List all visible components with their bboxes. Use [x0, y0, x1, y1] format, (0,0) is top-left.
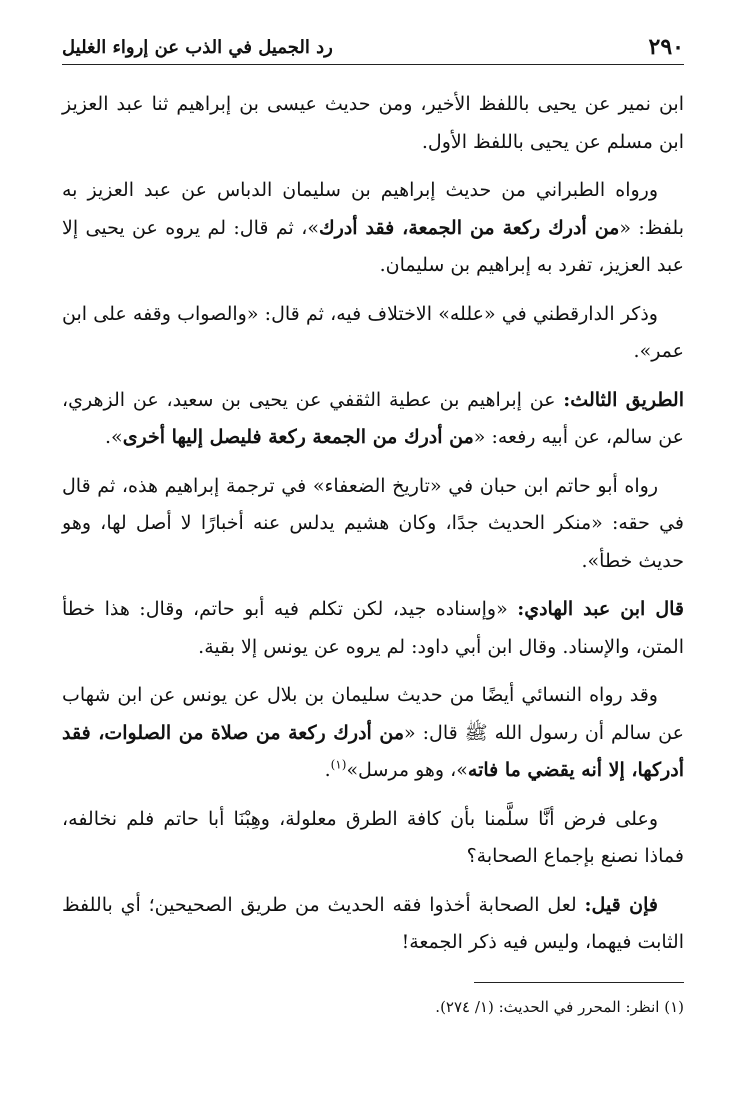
footnote-text: انظر: المحرر في الحديث: (١/ ٢٧٤). [435, 998, 660, 1016]
paragraph-9 [62, 887, 684, 962]
paragraph-2-text-c: »، ثم قال: لم يروه عن يحيى إلا عبد العزيز، تفرد به إبراهيم بن سليمان. [62, 216, 684, 276]
paragraph-4 [62, 382, 684, 457]
paragraph-8-text: وعلى فرض أنَّا سلَّمنا بأن كافة الطرق معلولة، وهِبْنَا أبا حاتم فلم نخالفه، فماذا نصنع بإجماع الصحابة؟ [62, 807, 684, 867]
paragraph-9-text-b: لعل الصحابة أخذوا فقه الحديث من طريق الصحيحين؛ أي باللفظ الثابت فيهما، وليس فيه ذكر الجمعة! [62, 893, 684, 953]
objection-label: فإن قيل: [584, 893, 658, 916]
hadith-quote: من أدرك من الجمعة ركعة فليصل إليها أخرى [122, 426, 474, 448]
page-header [62, 30, 684, 65]
paragraph-6 [62, 591, 684, 666]
paragraph-8 [62, 801, 684, 876]
paragraph-7-text-c: »، وهو مرسل» [346, 759, 468, 781]
paragraph-4-text-b: عن إبراهيم بن عطية الثقفي عن يحيى بن سعيد، عن الزهري، عن سالم، عن أبيه رفعه: « [62, 388, 684, 448]
running-title: رد الجميل في الذب عن إرواء الغليل [62, 36, 333, 58]
section-heading: الطريق الثالث: [563, 388, 684, 411]
paragraph-7-text-a: وقد رواه النسائي أيضًا من حديث سليمان بن بلال عن يونس عن ابن شهاب عن سالم أن رسول الله ﷺ قال: « [62, 684, 684, 744]
footnote-marker: (١) [664, 998, 684, 1016]
footnote [62, 995, 684, 1019]
paragraph-3-text: وذكر الدارقطني في «علله» الاختلاف فيه، ثم قال: «والصواب وقفه على ابن عمر». [62, 302, 684, 362]
paragraph-3 [62, 296, 684, 371]
paragraph-1-text: ابن نمير عن يحيى باللفظ الأخير، ومن حديث عيسى بن إبراهيم ثنا عبد العزيز ابن مسلم عن يحيى باللفظ الأول. [62, 93, 684, 153]
page-number: ٢٩٠ [648, 34, 684, 60]
paragraph-1 [62, 86, 684, 161]
speaker-label: قال ابن عبد الهادي: [517, 598, 684, 620]
paragraph-2-text-a: ورواه الطبراني من حديث إبراهيم بن سليمان الدباس عن عبد العزيز به بلفظ: « [62, 179, 684, 239]
hadith-quote: من أدرك ركعة من الجمعة، فقد أدرك [318, 216, 620, 239]
paragraph-5-text: رواه أبو حاتم ابن حبان في «تاريخ الضعفاء» في ترجمة إبراهيم هذه، ثم قال في حقه: «منكر الحديث جدًا، وكان هشيم يدلس عنه أخبارًا لا أصل لها، وهو حديث خطأ». [62, 474, 684, 572]
paragraph-4-text-d: ». [105, 426, 123, 448]
paragraph-2 [62, 172, 684, 285]
paragraph-5 [62, 468, 684, 581]
footnote-reference: (١) [330, 757, 347, 772]
paragraph-6-text-b: «وإسناده جيد، لكن تكلم فيه أبو حاتم، وقال: هذا خطأ المتن، والإسناد. وقال ابن أبي داود: لم يروه عن يونس إلا بقية. [62, 598, 684, 658]
page-body [62, 86, 684, 973]
paragraph-7 [62, 677, 684, 790]
footnote-divider [474, 982, 684, 983]
hadith-quote: من أدرك ركعة من صلاة من الصلوات، فقد أدركها، إلا أنه يقضي ما فاته [62, 721, 684, 781]
paragraph-7-text-d: . [324, 759, 331, 781]
